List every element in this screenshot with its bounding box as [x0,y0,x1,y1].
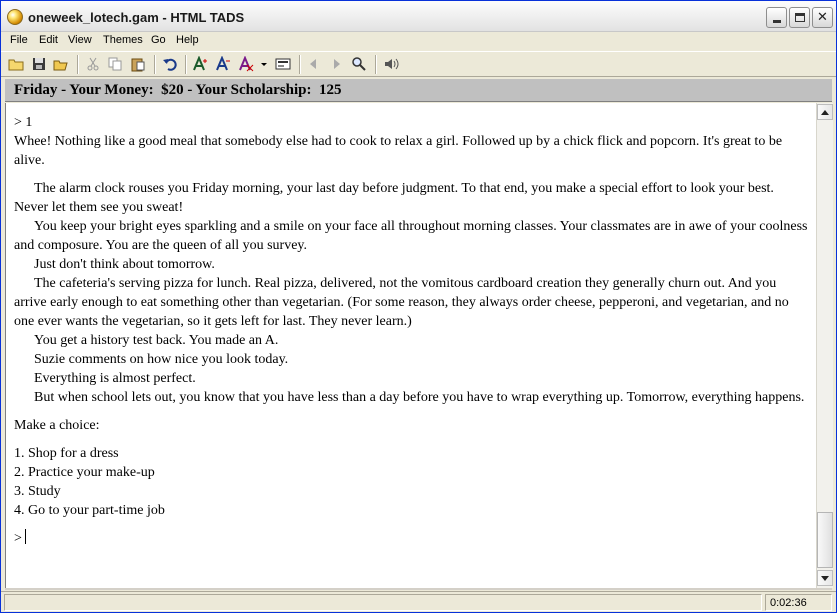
transcript-text [14,113,810,548]
find-button[interactable] [351,56,367,72]
transcript-paragraph: You get a history test back. You made an A. [34,333,279,348]
back-icon [306,56,322,72]
arrow-up-icon [821,110,829,115]
status-line-text: Friday - Your Money: $20 - Your Scholarship: 125 [14,82,342,98]
status-bar-message [4,594,762,611]
title-bar[interactable] [1,1,836,32]
transcript-paragraph: Just don't think about tomorrow. [34,257,215,272]
vertical-scrollbar[interactable] [816,103,833,588]
menu-themes[interactable]: Themes [103,34,143,46]
copy-icon [107,56,123,72]
open-icon [53,56,69,72]
arrow-down-icon [821,576,829,581]
font-larger-icon [192,56,208,72]
choice-prompt: Make a choice: [14,418,100,433]
open-button[interactable] [53,56,69,72]
command-input-line[interactable] [14,529,810,548]
new-game-button[interactable] [8,56,24,72]
minimize-button[interactable] [766,7,787,28]
transcript-paragraph: The alarm clock rouses you Friday morning, your last day before judgment. To that end, you make a special effort to look your best. Never let them see you sweat! [14,181,774,215]
forward-button[interactable] [328,56,344,72]
toolbar-separator [375,55,377,74]
toolbar [1,51,836,77]
input-prompt: > [14,531,22,546]
copy-button[interactable] [107,56,123,72]
toolbar-separator [154,55,156,74]
undo-button[interactable] [162,56,178,72]
elapsed-time: 0:02:36 [770,597,807,609]
cut-button[interactable] [85,56,101,72]
minimize-icon [773,20,781,23]
menu-go[interactable]: Go [151,34,166,46]
choice-option-3: 3. Study [14,484,61,499]
pane-border [5,588,832,590]
font-smaller-button[interactable] [215,56,231,72]
command-echo: > 1 [14,115,33,130]
toolbar-separator [77,55,79,74]
options-icon [275,56,291,72]
scroll-up-button[interactable] [817,104,833,120]
scroll-down-button[interactable] [817,570,833,586]
undo-icon [162,56,178,72]
options-button[interactable] [275,56,291,72]
paste-button[interactable] [130,56,146,72]
chevron-down-icon [260,60,268,68]
cut-icon [85,56,101,72]
menu-bar [1,32,836,50]
menu-view[interactable]: View [68,34,92,46]
forward-icon [328,56,344,72]
font-options-button[interactable] [238,56,254,72]
menu-help[interactable]: Help [176,34,199,46]
save-icon [31,56,47,72]
back-button[interactable] [306,56,322,72]
toolbar-separator [185,55,187,74]
paste-icon [130,56,146,72]
transcript-paragraph: The cafeteria's serving pizza for lunch. Real pizza, delivered, not the vomitous cardboard creation they generally churn out. And you arrive early enough to eat something other than vegetarian. (For some reason, they always order cheese, pepperoni, and vegetarian, and no one ever wants the vegetarian, so it gets left for last. They never learn.) [14,276,789,329]
open-folder-icon [8,56,24,72]
font-larger-button[interactable] [192,56,208,72]
transcript-paragraph: Suzie comments on how nice you look today. [34,352,289,367]
status-bar-timer [765,594,832,611]
game-status-line [5,79,832,102]
font-smaller-icon [215,56,231,72]
window-title: oneweek_lotech.gam - HTML TADS [28,10,245,25]
transcript-paragraph: But when school lets out, you know that you have less than a day before you have to wrap everything up. Tomorrow, everything happens. [34,390,805,405]
menu-file[interactable]: File [10,34,28,46]
save-button[interactable] [31,56,47,72]
status-bar [1,591,836,612]
maximize-icon [795,13,805,22]
toolbar-separator [299,55,301,74]
transcript-paragraph: Everything is almost perfect. [34,371,196,386]
choice-option-4: 4. Go to your part-time job [14,503,165,518]
text-cursor [25,529,26,544]
font-options-icon [238,56,254,72]
transcript-pane[interactable] [5,103,816,588]
menu-edit[interactable]: Edit [39,34,58,46]
font-options-dropdown[interactable] [259,56,269,72]
close-button[interactable] [812,7,833,28]
sound-icon [383,56,399,72]
choice-option-1: 1. Shop for a dress [14,446,119,461]
close-icon: ✕ [817,10,828,25]
transcript-paragraph: You keep your bright eyes sparkling and a smile on your face all throughout morning classes. Your classmates are in awe of your coolness and composure. You are the queen of all you survey. [14,219,808,253]
find-icon [351,56,367,72]
app-icon[interactable] [7,9,23,25]
sound-button[interactable] [383,56,399,72]
choice-option-2: 2. Practice your make-up [14,465,155,480]
scrollbar-thumb[interactable] [817,512,833,568]
maximize-button[interactable] [789,7,810,28]
transcript-paragraph: Whee! Nothing like a good meal that somebody else had to cook to relax a girl. Followed up by a chick flick and popcorn. It's great to be alive. [14,134,783,168]
